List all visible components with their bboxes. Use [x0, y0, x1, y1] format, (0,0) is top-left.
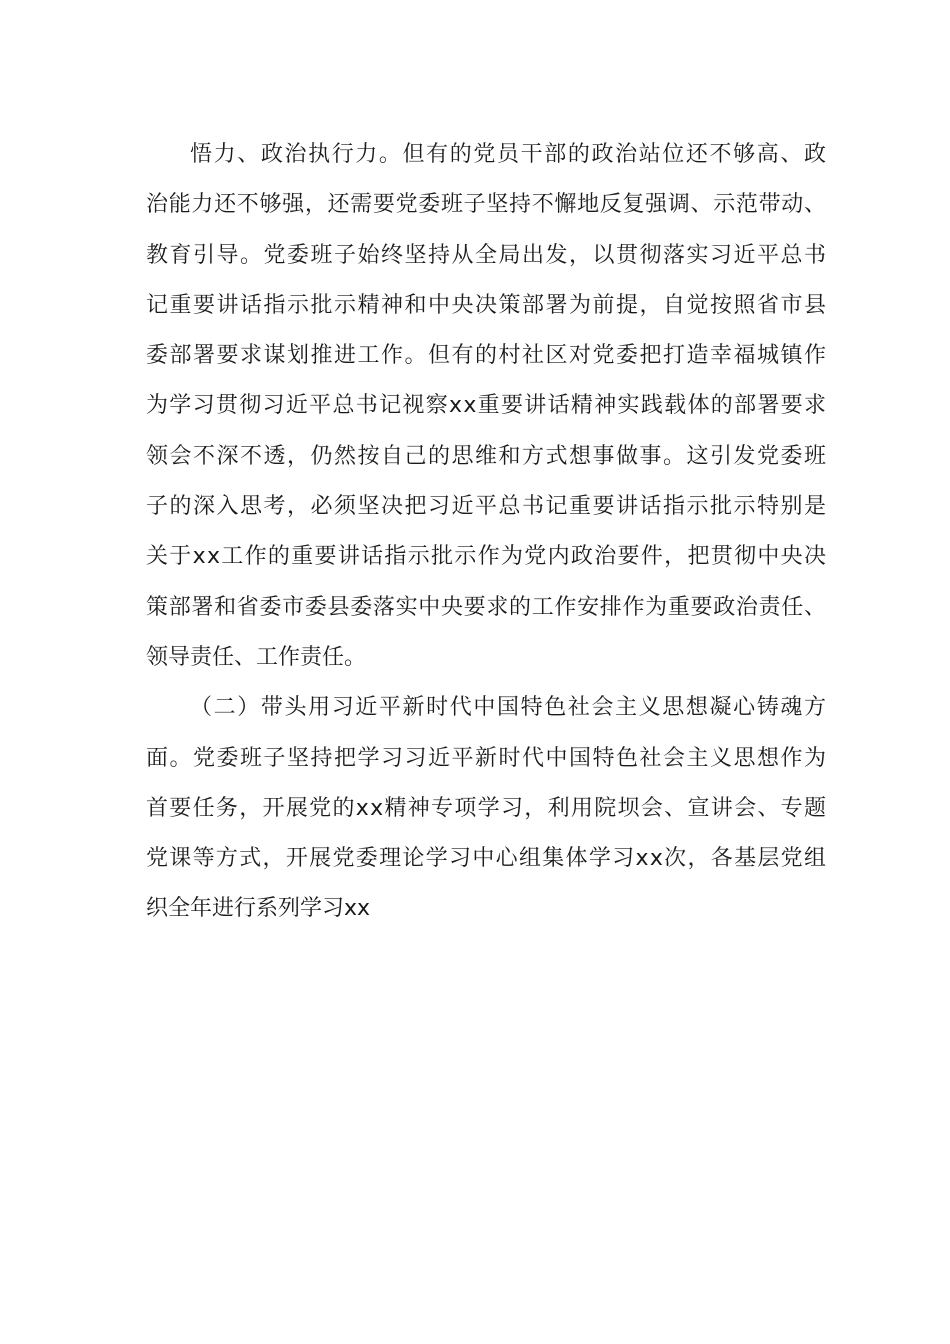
line-text: 记重要讲话指示批示精神和中央决策部署为前提，自觉按照省市县: [146, 292, 828, 318]
text-line-12: [146, 683, 826, 733]
body-text: [146, 130, 826, 935]
line-text: 悟力、政治执行力。但有的党员干部的政治站位还不够高、政: [190, 142, 828, 167]
line-text: 领导责任、工作责任。: [146, 644, 367, 670]
line-text: 教育引导。党委班子始终坚持从全局出发，以贯彻落实习近平总书: [146, 242, 828, 268]
text-line-3: [146, 231, 826, 281]
line-text: 党课等方式，开展党委理论学习中心组集体学习xx次，各基层党组: [146, 846, 828, 872]
text-line-6: [146, 381, 826, 431]
text-line-14: [146, 784, 826, 834]
line-text: 为学习贯彻习近平总书记视察xx重要讲话精神实践载体的部署要求: [146, 393, 828, 419]
line-text: 关于xx工作的重要讲话指示批示作为党内政治要件，把贯彻中央决: [146, 544, 828, 570]
line-text: 织全年进行系列学习xx: [146, 896, 371, 922]
line-text: 领会不深不透，仍然按自己的思维和方式想事做事。这引发党委班: [146, 443, 828, 469]
line-text: 首要任务，开展党的xx精神专项学习，利用院坝会、宣讲会、专题: [146, 795, 828, 821]
text-line-7: [146, 432, 826, 482]
line-text: 策部署和省委市委县委落实中央要求的工作安排作为重要政治责任、: [146, 594, 827, 620]
text-line-11: [146, 633, 826, 683]
text-line-13: [146, 734, 826, 784]
line-text: 治能力还不够强，还需要党委班子坚持不懈地反复强调、示范带动、: [146, 192, 827, 218]
text-line-15: [146, 834, 826, 884]
text-line-8: [146, 482, 826, 532]
text-line-5: [146, 331, 826, 381]
line-text: （二）带头用习近平新时代中国特色社会主义思想凝心铸魂方: [190, 695, 828, 721]
line-text: 委部署要求谋划推进工作。但有的村社区对党委把打造幸福城镇作: [146, 343, 828, 369]
text-line-10: [146, 583, 826, 633]
line-text: 面。党委班子坚持把学习习近平新时代中国特色社会主义思想作为: [146, 745, 828, 771]
text-line-16: [146, 884, 826, 934]
text-line-9: [146, 532, 826, 582]
text-line-2: [146, 180, 826, 230]
text-line-1: [146, 130, 826, 180]
text-line-4: [146, 281, 826, 331]
line-text: 子的深入思考，必须坚决把习近平总书记重要讲话指示批示特别是: [146, 494, 828, 520]
